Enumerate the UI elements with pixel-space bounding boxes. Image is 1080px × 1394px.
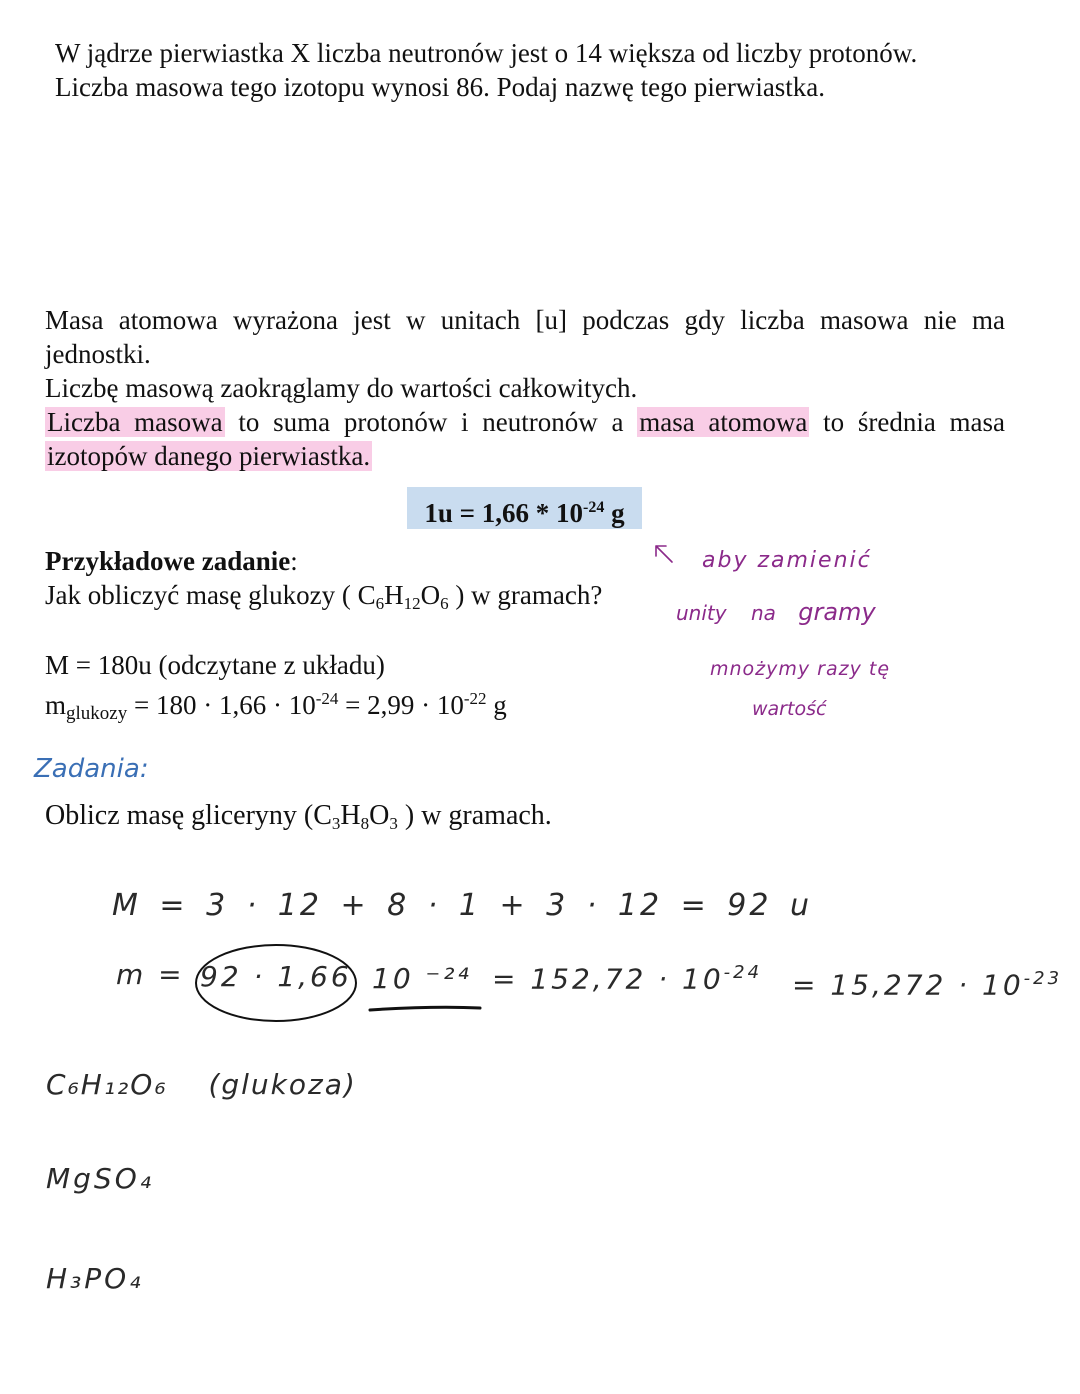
note-line-3: mnożymy razy tę: [710, 658, 891, 680]
underline-mark-icon: [370, 1007, 480, 1010]
example-heading-text: Przykładowe zadanie: [45, 546, 291, 576]
task-o: O: [369, 800, 390, 831]
formula-glucose: [46, 1068, 357, 1101]
example-heading-colon: :: [290, 546, 298, 576]
handwork-m-label: m =: [116, 958, 185, 991]
mass-sub: glukozy: [66, 703, 128, 724]
mass-exp-1: -24: [315, 689, 339, 708]
sub-h: 12: [403, 594, 421, 613]
formula-base: 1u = 1,66 * 10: [424, 498, 584, 528]
task-post: ) w gramach.: [397, 800, 552, 831]
task-sub-h: 8: [360, 814, 370, 833]
explanation-mid-1: to suma protonów i neutronów a: [224, 407, 638, 437]
task-pre: Oblicz masę gliceryny (C: [45, 800, 332, 831]
result-1-exp: -24: [723, 962, 763, 983]
note-gramy: gramy: [798, 598, 876, 626]
handwork-circled-value: 92 · 1,66: [200, 960, 352, 993]
glucose-note: (glukoza): [208, 1068, 357, 1101]
highlight-masa-atomowa: masa atomowa: [639, 407, 808, 437]
tasks-label: Zadania:: [34, 754, 149, 784]
handwork-power: 10 ⁻²⁴: [372, 962, 472, 995]
explanation-mid-2: to średnia masa: [809, 407, 1006, 437]
question-pre: Jak obliczyć masę glukozy ( C: [45, 580, 376, 610]
result-1-text: = 152,72 · 10: [492, 962, 724, 996]
task-h: H: [340, 800, 361, 831]
question-post: ) w gramach?: [448, 580, 603, 610]
o-letter: O: [420, 580, 441, 610]
sub-c: 6: [375, 594, 385, 613]
problem-1-line-2: Liczba masowa tego izotopu wynosi 86. Podaj nazwę tego pierwiastka.: [55, 72, 826, 102]
explanation-line-3: Liczbę masową zaokrąglamy do wartości całkowitych.: [45, 373, 638, 403]
note-unity: unity: [676, 601, 727, 625]
note-na: na: [750, 601, 776, 625]
mass-eq: = 180 · 1,66 · 10: [127, 690, 316, 720]
problem-1-line-1: W jądrze pierwiastka X liczba neutronów jest o 14 większa od liczby protonów.: [55, 38, 918, 68]
circle-mark-icon: [196, 945, 356, 1021]
h-letter: H: [384, 580, 404, 610]
highlight-izotopow: izotopów danego pierwiastka.: [47, 441, 371, 471]
mass-exp-2: -22: [463, 689, 487, 708]
formula-unit: g: [604, 498, 625, 528]
molar-mass-line: M = 180u (odczytane z układu): [45, 650, 385, 680]
mass-mid: = 2,99 · 10: [338, 690, 464, 720]
note-line-1: aby zamienić: [702, 548, 872, 573]
result-2-exp: -23: [1023, 968, 1063, 989]
formula-exponent: -24: [583, 499, 605, 516]
mass-m: m: [45, 690, 67, 720]
note-line-4: wartość: [752, 698, 827, 720]
mass-unit: g: [486, 690, 507, 720]
task-sub-o: 3: [389, 814, 398, 833]
glucose-formula: C₆H₁₂O₆: [46, 1068, 168, 1101]
handwork-molar-mass: M = 3 · 12 + 8 · 1 + 3 · 12 = 92 u: [112, 888, 812, 923]
explanation-line-1: Masa atomowa wyrażona jest w unitach [u] podczas gdy liczba masowa nie ma: [45, 305, 1005, 335]
highlight-liczba-masowa: Liczba masowa: [47, 407, 223, 437]
result-2-text: = 15,272 · 10: [792, 968, 1024, 1002]
sub-o: 6: [440, 594, 449, 613]
explanation-line-2: jednostki.: [45, 339, 151, 369]
formula-h3po4: H₃PO₄: [46, 1262, 144, 1295]
task-sub-c: 3: [331, 814, 341, 833]
formula-mgso4: MgSO₄: [46, 1162, 154, 1195]
